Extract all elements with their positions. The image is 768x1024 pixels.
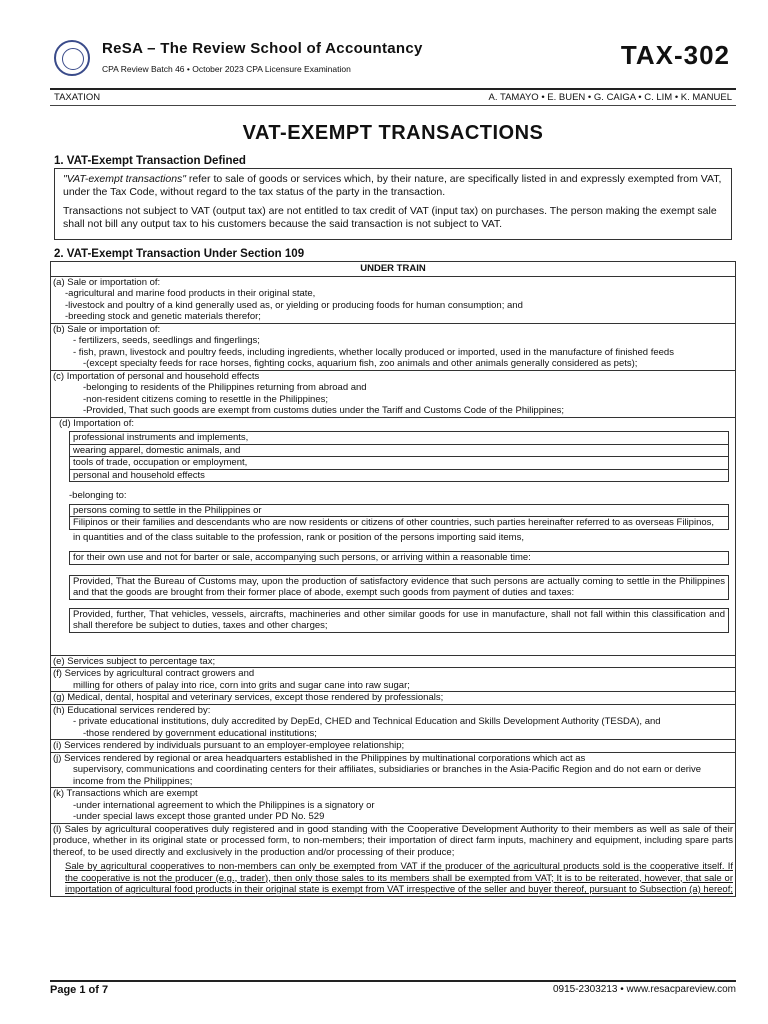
item-a (51, 277, 735, 324)
vat-exempt-term: "VAT-exempt transactions" (63, 173, 187, 185)
course-code: TAX-302 (620, 40, 730, 70)
definition-para-1 (63, 173, 723, 199)
item-d-filipinos: Filipinos or their families and descendants who are now residents or citizens of other countries, such parties hereinafter referred to as overseas Filipinos, (69, 517, 729, 530)
authors: A. TAMAYO • E. BUEN • G. CAIGA • C. LIM • K. MANUEL (488, 92, 732, 103)
item-c (51, 371, 735, 418)
item-c-2: -non-resident citizens coming to resettle in the Philippines; (83, 393, 329, 405)
item-d-proviso-1: Provided, That the Bureau of Customs may, upon the production of satisfactory evidence that such persons are actually coming to settle in the Philippines and that the goods are brought from their former place of abode, exempt such goods from payment of duties and taxes: (69, 575, 729, 600)
item-f-1: milling for others of palay into rice, corn into grits and sugar cane into raw sugar; (73, 679, 410, 691)
item-g: (g) Medical, dental, hospital and veterinary services, except those rendered by professionals; (51, 692, 735, 705)
item-e: (e) Services subject to percentage tax; (51, 656, 735, 669)
item-d-quantities: in quantities and of the class suitable to the profession, rank or position of the persons importing said items, (73, 531, 524, 543)
definition-box (54, 168, 732, 240)
section-1-heading: 1. VAT-Exempt Transaction Defined (54, 155, 246, 167)
subject: TAXATION (54, 92, 101, 103)
item-b-2: - fish, prawn, livestock and poultry feeds, including ingredients, whether locally produced or imported, used in the manufacture of finished feeds (73, 346, 674, 358)
item-c-1: -belonging to residents of the Philippines returning from abroad and (83, 382, 367, 393)
page-header (50, 38, 736, 90)
item-k-head: (k) Transactions which are exempt (53, 788, 198, 799)
item-h (51, 705, 735, 741)
item-b-head: (b) Sale or importation of: (53, 323, 161, 335)
item-d-persons: persons coming to settle in the Philippines or (69, 504, 729, 518)
item-d-belonging: -belonging to: (69, 490, 127, 501)
item-d-2: wearing apparel, domestic animals, and (69, 445, 729, 458)
item-l-text: (l) Sales by agricultural cooperatives duly registered and in good standing with the Cooperative Development Authority to their members as well as sale of their produce, whether in its original state or processed form, to non-members; their importation of direct farm inputs, machinery and equipment, including spare parts thereof, to be used directly and exclusively in the production and/or processing of their produce; (53, 823, 733, 858)
item-f-head: (f) Services by agricultural contract growers and (53, 668, 255, 679)
item-d-head: (d) Importation of: (59, 417, 134, 429)
exempt-table (50, 261, 736, 897)
item-j (51, 753, 735, 789)
item-h-1: - private educational institutions, duly accredited by DepEd, CHED and Technical Education and Skills Development Authority (TESDA), and (73, 716, 661, 727)
item-c-head: (c) Importation of personal and household effects (53, 370, 260, 382)
item-l-note: Sale by agricultural cooperatives to non-members can only be exempted from VAT if the producer of the agricultural products sold is the cooperative itself. If the cooperative is not the producer (e.g., trader), then only those sales to its members shall be exempted from VAT; It is to be reiterated, however, that sale or importation of agricultural food products in their original state is exempt from VAT irrespective of the seller and buyer thereof, pursuant to Subsection (a) hereof; (65, 861, 733, 895)
item-k (51, 788, 735, 824)
document-page (50, 38, 736, 897)
item-k-1: -under international agreement to which the Philippines is a signatory or (73, 799, 375, 811)
item-d-3: tools of trade, occupation or employment, (69, 457, 729, 470)
item-d-1: professional instruments and implements, (69, 431, 729, 445)
definition-para-2: Transactions not subject to VAT (output tax) are not entitled to tax credit of VAT (input tax) on purchases. The person making the exempt sale shall not bill any output tax to his customers because the said transaction is not subject to VAT. (63, 205, 717, 230)
item-d-4: personal and household effects (69, 470, 729, 483)
item-h-2: -those rendered by government educational institutions; (83, 727, 317, 739)
item-c-3: -Provided, That such goods are exempt from customs duties under the Tariff and Customs Code of the Philippines; (83, 405, 565, 416)
school-name: ReSA – The Review School of Accountancy (102, 40, 423, 57)
item-b-3: -(except specialty feeds for race horses, fighting cocks, aquarium fish, zoo animals and other animals generally considered as pets); (83, 358, 638, 369)
item-a-head: (a) Sale or importation of: (53, 276, 161, 288)
item-d-own-use: for their own use and not for barter or sale, accompanying such persons, or arriving within a reasonable time: (69, 551, 729, 565)
document-title: VAT-EXEMPT TRANSACTIONS (242, 122, 544, 144)
item-d (51, 418, 735, 656)
item-j-head: (j) Services rendered by regional or area headquarters established in the Philippines by multinational corporations which act as (53, 752, 586, 764)
page-number: Page 1 of 7 (50, 984, 109, 996)
item-d-list (53, 431, 729, 482)
item-b (51, 324, 735, 371)
batch-info: CPA Review Batch 46 • October 2023 CPA Licensure Examination (102, 64, 351, 74)
item-h-head: (h) Educational services rendered by: (53, 704, 211, 716)
item-f (51, 668, 735, 692)
item-j-1: supervisory, communications and coordinating centers for their affiliates, subsidiaries or branches in the Asia-Pacific Region and do not earn or derive income from the Philippines; (73, 764, 702, 787)
subheader (50, 90, 736, 106)
definition-text: refer to sale of goods or services which, by their nature, are specifically listed in and expressly exempted from VAT, under the Tax Code, without regard to the tax status of the party in the transaction. (63, 173, 722, 198)
item-b-1: - fertilizers, seeds, seedlings and fingerlings; (73, 335, 260, 346)
page-footer (50, 980, 736, 996)
item-l (51, 824, 735, 896)
item-a-2: -livestock and poultry of a kind generally used as, or yielding or producing foods for human consumption; and (65, 299, 523, 311)
item-a-1: -agricultural and marine food products in their original state, (65, 288, 316, 299)
section-2-heading: 2. VAT-Exempt Transaction Under Section 109 (54, 248, 305, 260)
item-a-3: -breeding stock and genetic materials therefor; (65, 311, 261, 322)
item-k-2: -under special laws except those granted under PD No. 529 (73, 811, 325, 822)
contact-info: 0915-2303213 • www.resacpareview.com (552, 984, 736, 995)
item-d-proviso-2: Provided, further, That vehicles, vessels, aircrafts, machineries and other similar goods for use in manufacture, shall not fall within this classification and shall therefore be subject to duties, taxes and other charges; (69, 608, 729, 633)
item-i: (i) Services rendered by individuals pursuant to an employer-employee relationship; (51, 740, 735, 753)
table-header: UNDER TRAIN (51, 262, 735, 277)
resa-logo-icon (54, 40, 90, 76)
